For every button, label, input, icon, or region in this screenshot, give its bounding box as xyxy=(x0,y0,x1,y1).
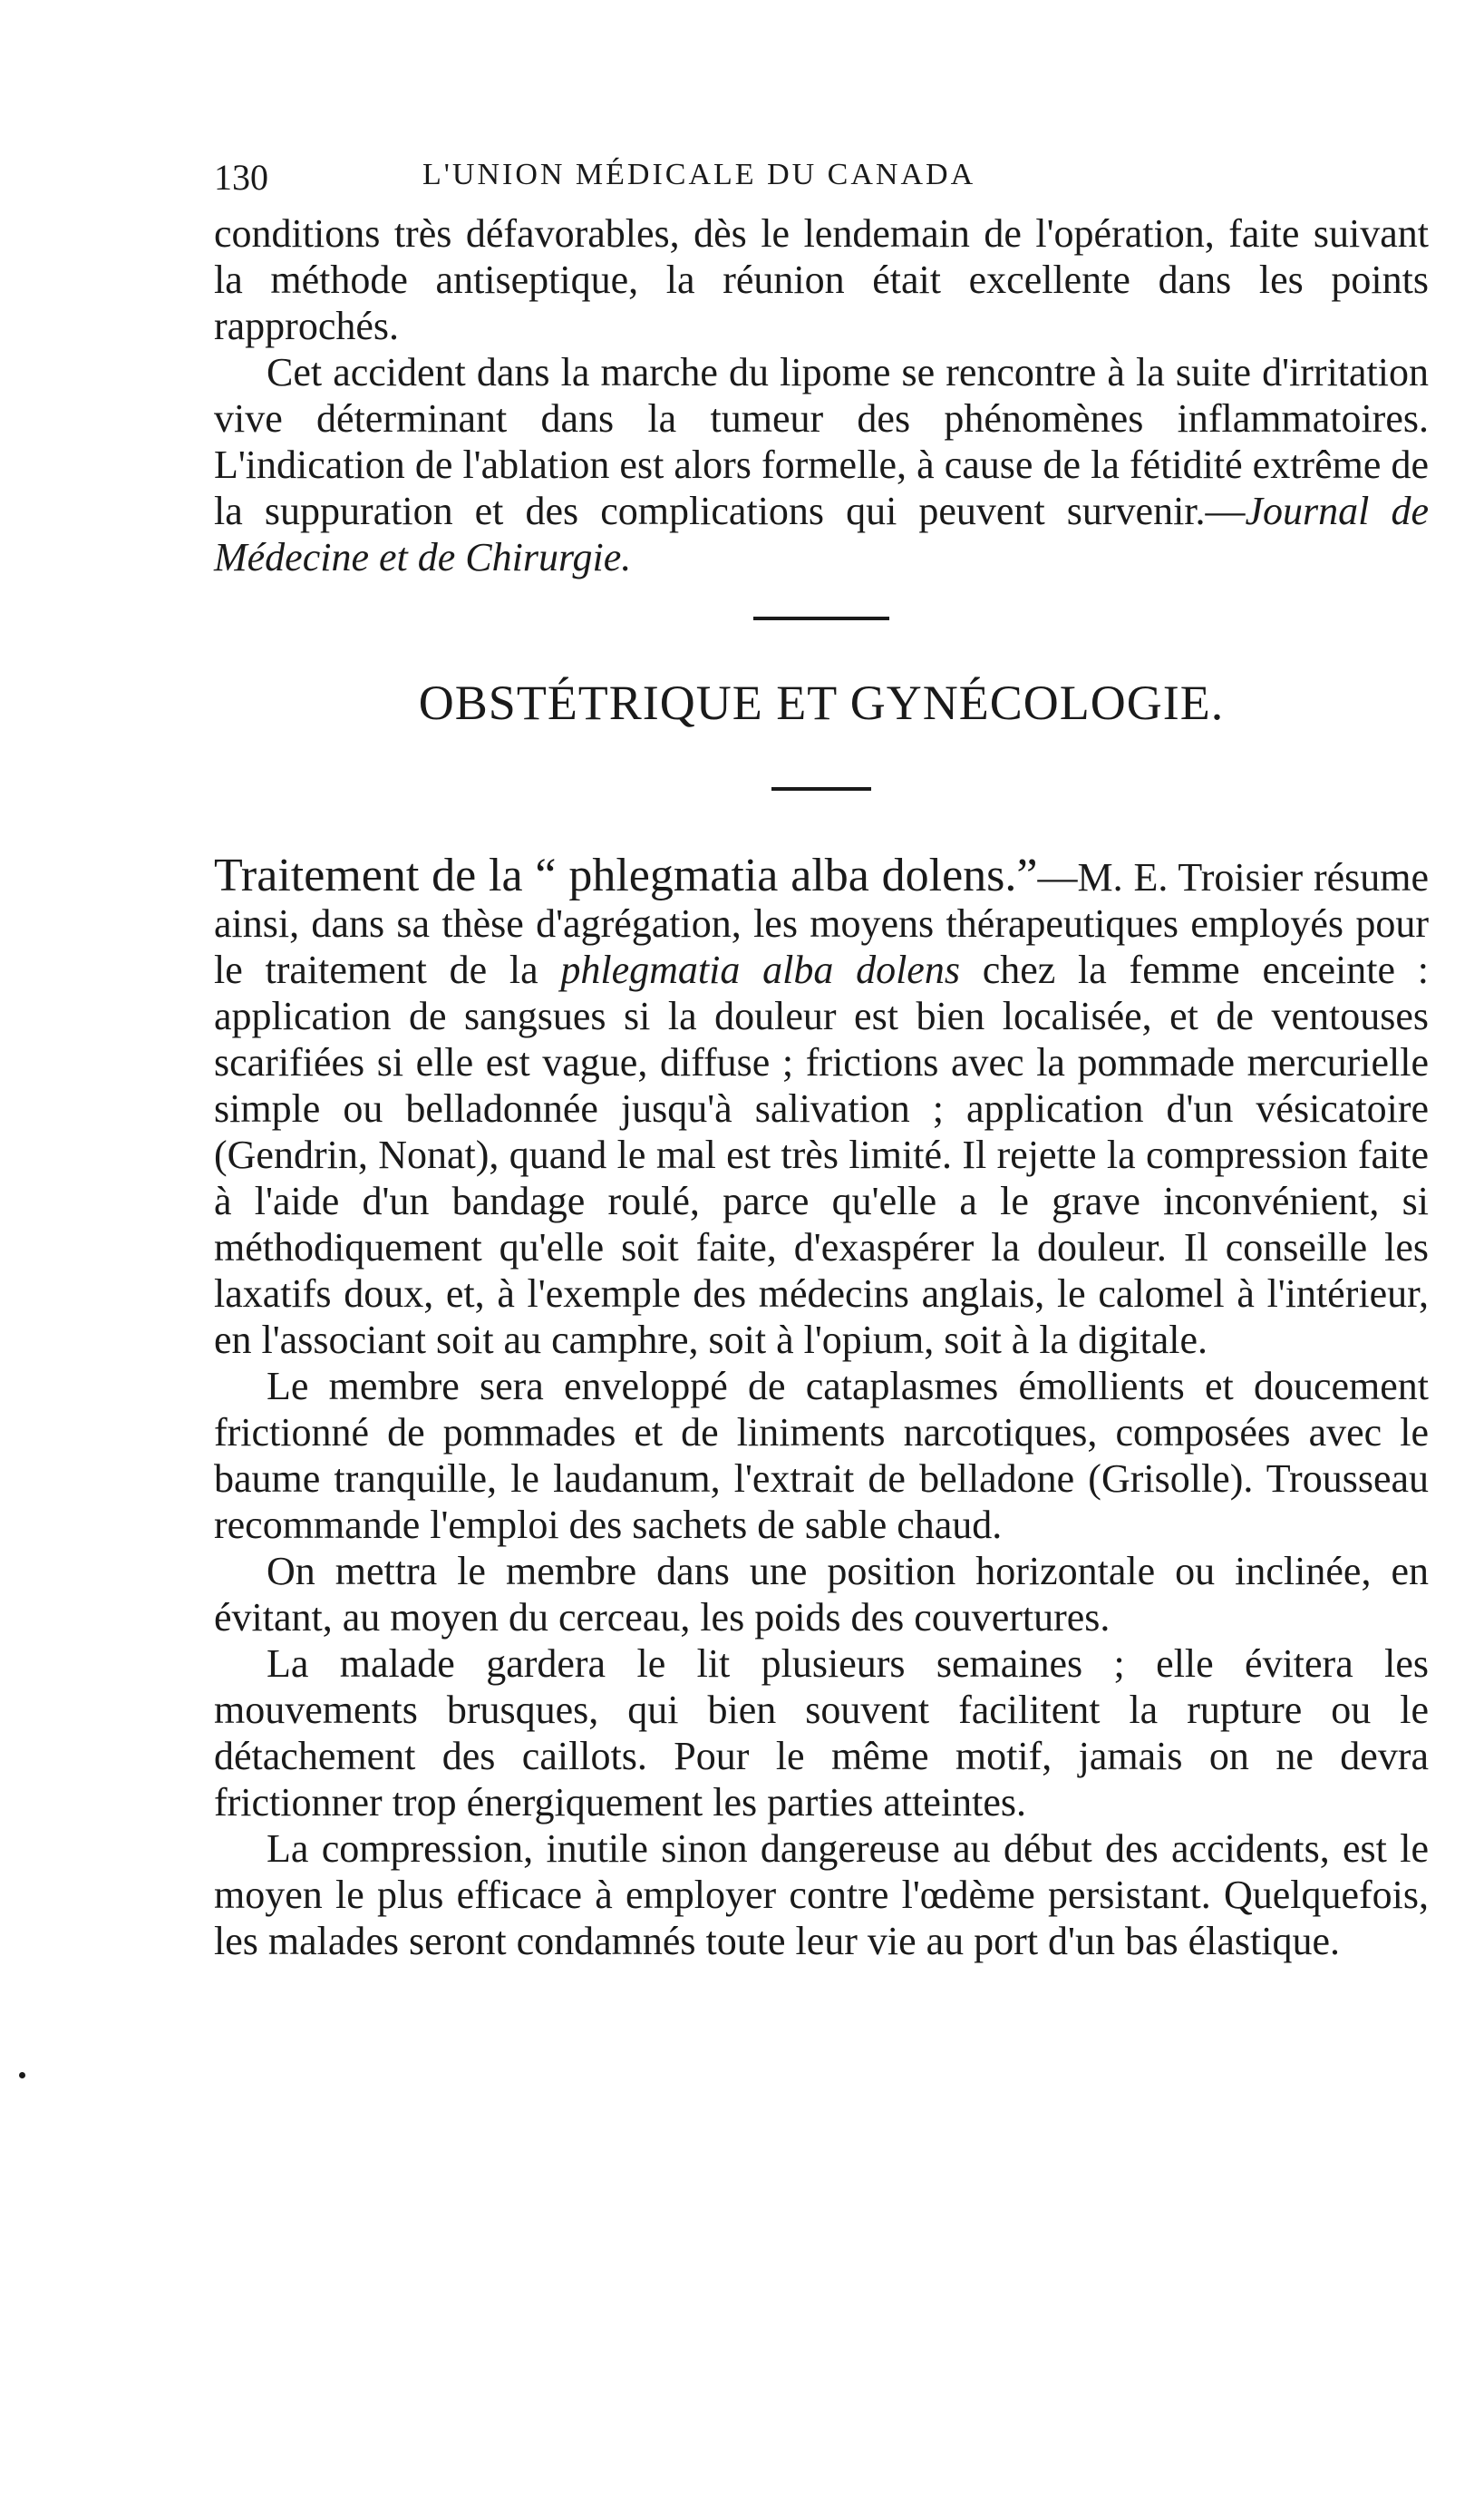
article-paragraph-2: Le membre sera enveloppé de cataplasmes émollients et doucement frictionné de pommades et de liniments narcotiques, composées avec le baume tranquille, le laudanum, l'extrait de belladone (Grisolle). Trousseau recommande l'emploi des sachets de sable chaud. xyxy=(214,1364,1429,1547)
article-title: Traitement de la “ phlegmatia alba dolens.” xyxy=(214,850,1038,901)
divider-rule xyxy=(753,617,889,620)
paragraph-continued: conditions très défavorables, dès le lendemain de l'opération, faite suivant la méthode antiseptique, la réunion était excellente dans les points rapprochés. xyxy=(214,211,1429,348)
source-citation: Journal de Médecine et de Chirurgie. xyxy=(214,489,1429,579)
article-text: —M. E. Troisier résume ainsi, dans sa thèse d'agrégation, les moyens thérapeutiques employés pour le traitement de la xyxy=(214,855,1430,992)
article-paragraph-3: On mettra le membre dans une position horizontale ou inclinée, en évitant, au moyen du cerceau, les poids des couvertures. xyxy=(214,1549,1429,1640)
margin-mark xyxy=(19,2072,25,2078)
article-italic-term: phlegmatia alba dolens xyxy=(560,948,960,992)
page-header xyxy=(214,156,1429,210)
running-title: L'UNION MÉDICALE DU CANADA xyxy=(422,158,976,191)
paragraph-lipome-text: Cet accident dans la marche du lipome se rencontre à la suite d'irritation vive déterminant dans la tumeur des phénomènes inflammatoires. L'indication de l'ablation est alors formelle, à cause de la fétidité extrême de la suppuration et des complications qui peuvent survenir.— xyxy=(214,350,1429,533)
article-paragraph-5: La compression, inutile sinon dangereuse au début des accidents, est le moyen le plus efficace à employer contre l'œdème persistant. Quelquefois, les malades seront condamnés toute leur vie au port d'un bas élastique. xyxy=(214,1826,1429,1963)
section-heading: OBSTÉTRIQUE ET GYNÉCOLOGIE. xyxy=(418,676,1225,730)
page xyxy=(214,156,1429,1964)
divider-rule xyxy=(771,787,871,791)
article-text: chez la femme enceinte : application de sangsues si la douleur est bien localisée, et de ventouses scarifiées si elle est vague, diffuse ; frictions avec la pommade mercurielle simple ou belladonnée jusqu'à salivation ; application d'un vésicatoire (Gendrin, Nonat), quand le mal est très limité. Il rejette la compression faite à l'aide d'un bandage roulé, parce qu'elle a le grave inconvénient, si méthodiquement qu'elle soit faite, d'exaspérer la douleur. Il conseille les laxatifs doux, et, à l'exemple des médecins anglais, le calomel à l'intérieur, en l'associant soit au camphre, soit à l'opium, soit à la digitale. xyxy=(214,948,1429,1362)
page-number: 130 xyxy=(214,157,268,198)
article-paragraph-4: La malade gardera le lit plusieurs semaines ; elle évitera les mouvements brusques, qui bien souvent facilitent la rupture ou le détachement des caillots. Pour le même motif, jamais on ne devra frictionner trop énergiquement les parties atteintes. xyxy=(214,1641,1429,1825)
paragraph-lipome xyxy=(214,349,1429,580)
article-paragraph-1 xyxy=(214,852,1429,1363)
